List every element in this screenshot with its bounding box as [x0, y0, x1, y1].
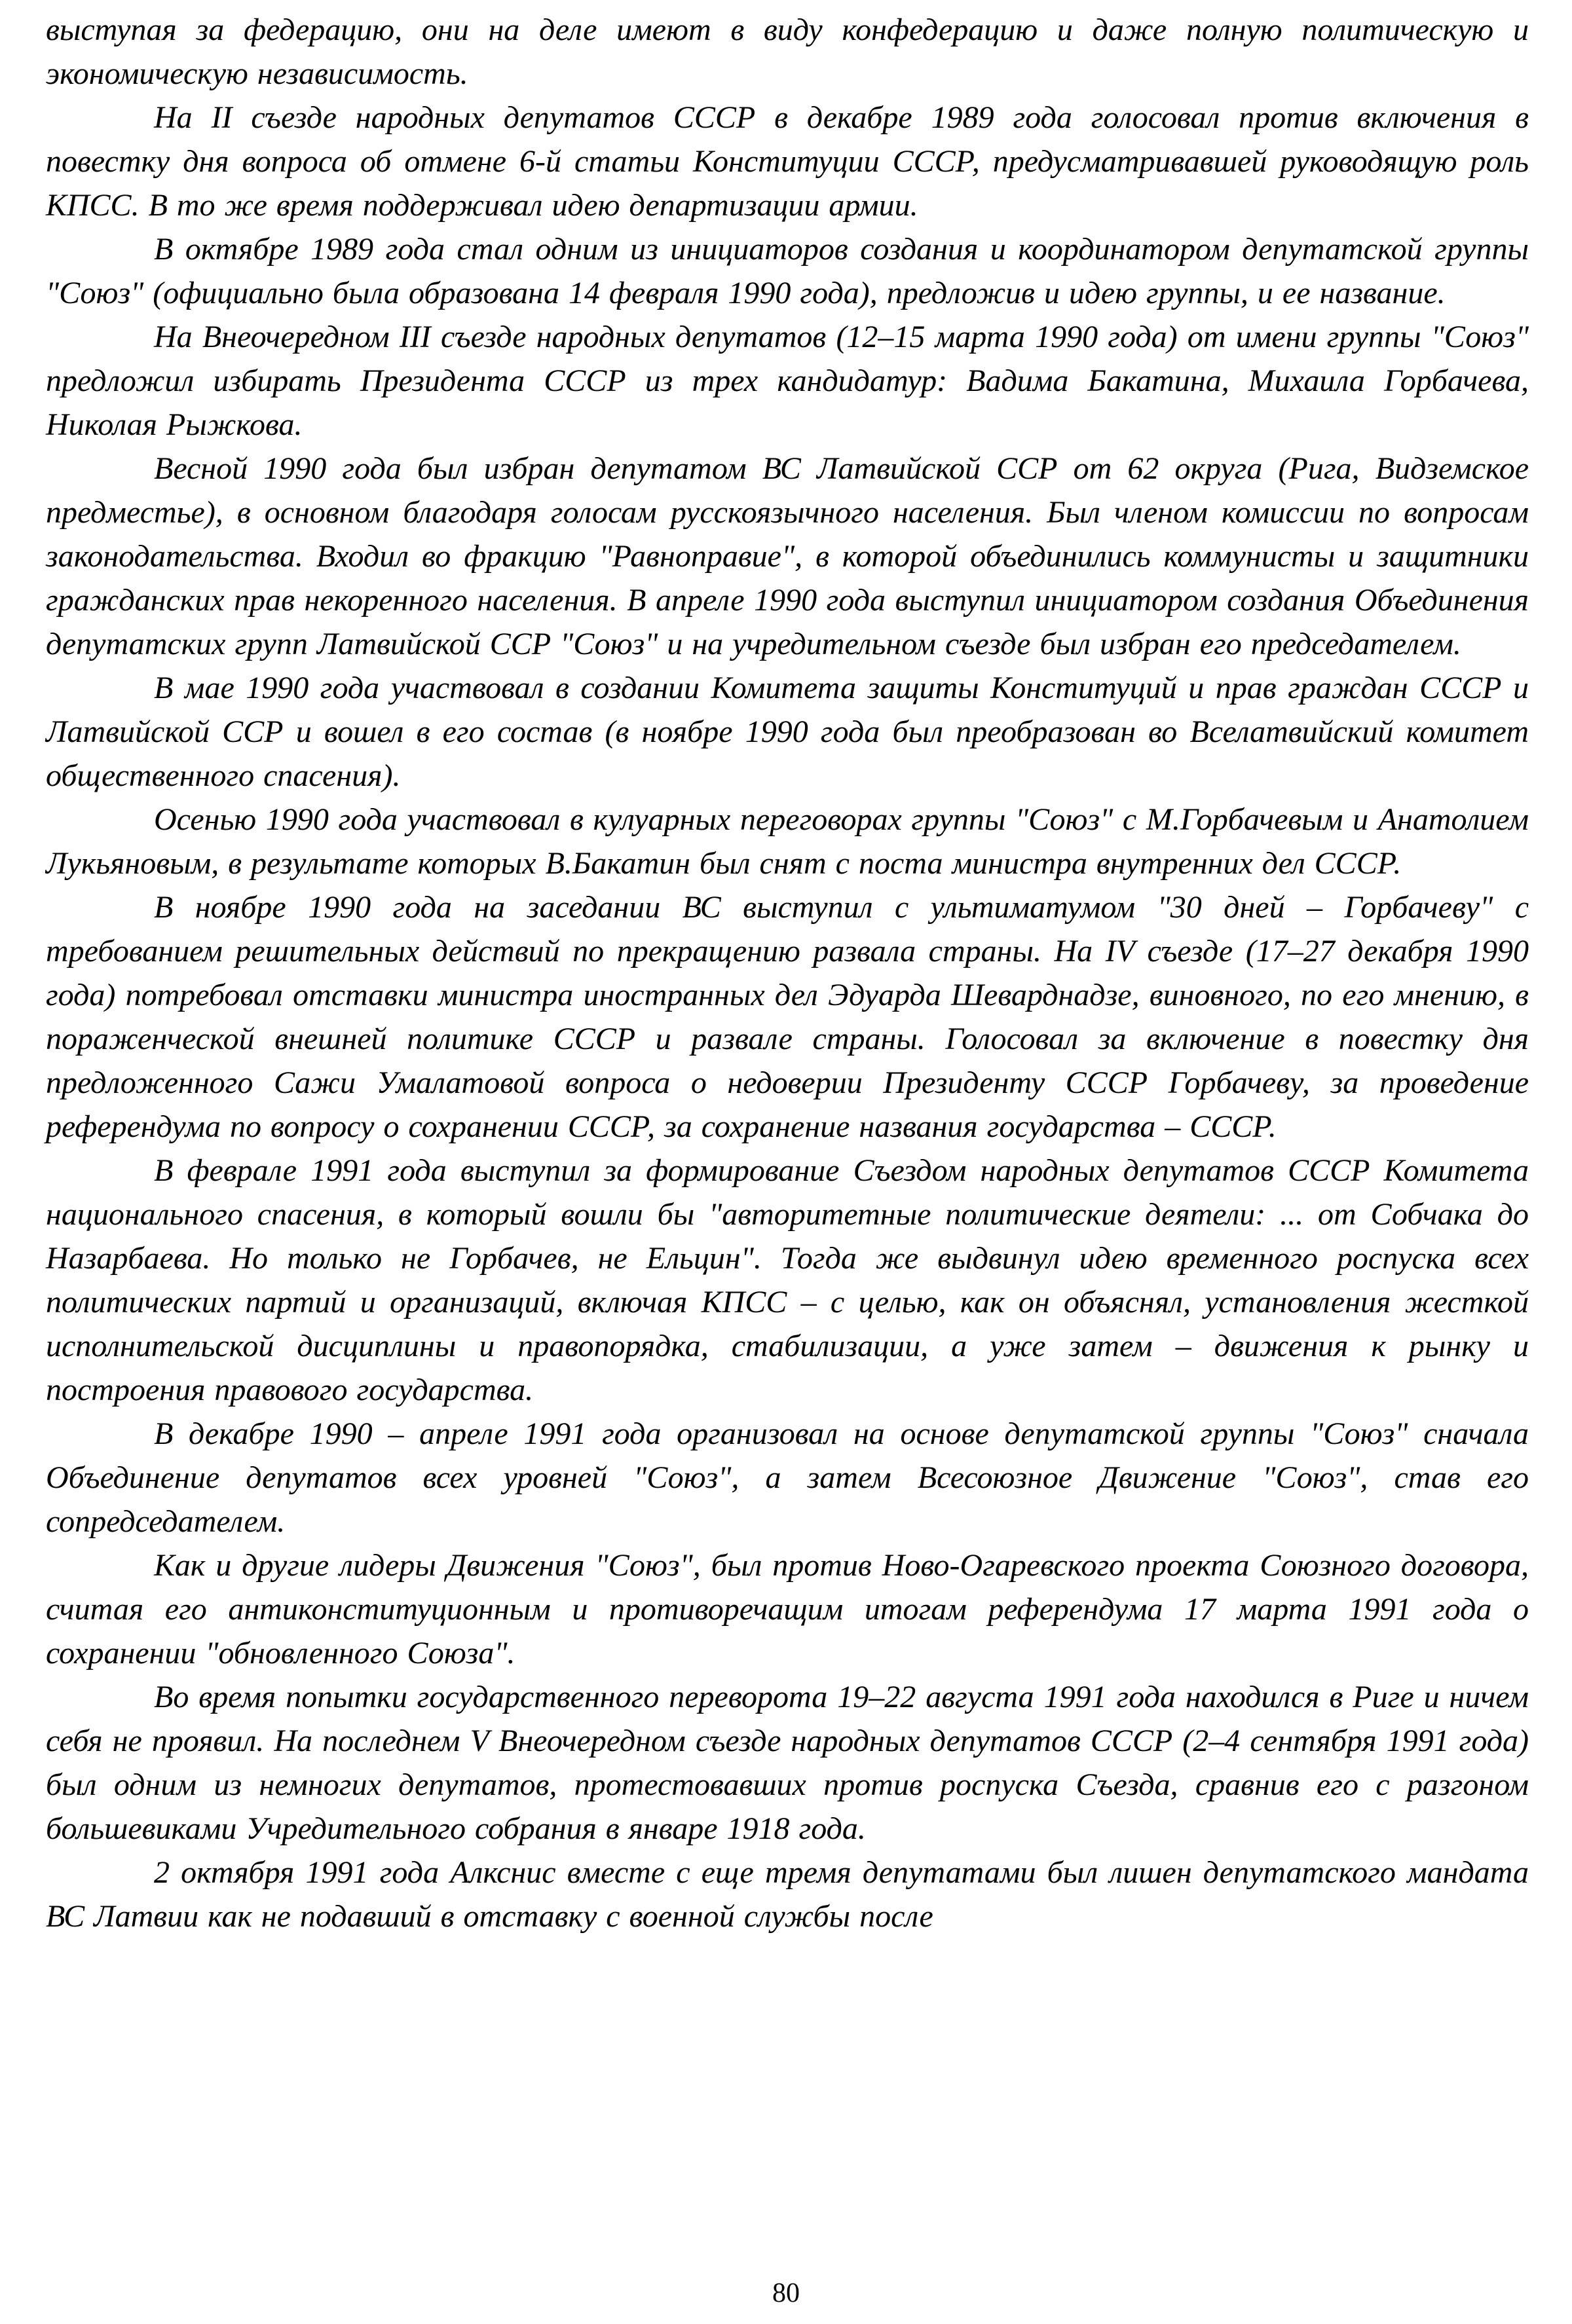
paragraph: На Внеочередном III съезде народных депутатов (12–15 марта 1990 года) от имени группы "Союз" предложил избирать Президента СССР из трех кандидатур: Вадима Бакатина, Михаила Горбачева, Николая Рыжкова.: [46, 320, 1529, 442]
paragraph: В ноябре 1990 года на заседании ВС выступил с ультиматумом "30 дней – Горбачеву" с требованием решительных действий по прекращению развала страны. На IV съезде (17–27 декабря 1990 года) потребовал отставки министра иностранных дел Эдуарда Шеварднадзе, виновного, по его мнению, в пораженческой внешней политике СССР и развале страны. Голосовал за включение в повестку дня предложенного Сажи Умалатовой вопроса о недоверии Президенту СССР Горбачеву, за проведение референдума по вопросу о сохранении СССР, за сохранение названия государства – СССР.: [46, 890, 1529, 1144]
paragraph: Осенью 1990 года участвовал в кулуарных переговорах группы "Союз" с М.Горбачевым и Анатолием Лукьяновым, в результате которых В.Бакатин был снят с поста министра внутренних дел СССР.: [46, 802, 1529, 881]
paragraph: Как и другие лидеры Движения "Союз", был против Ново-Огаревского проекта Союзного договора, считая его антиконституционным и противоречащим итогам референдума 17 марта 1991 года о сохранении "обновленного Союза".: [46, 1548, 1529, 1670]
paragraph: На II съезде народных депутатов СССР в декабре 1989 года голосовал против включения в повестку дня вопроса об отмене 6-й статьи Конституции СССР, предусматривавшей руководящую роль КПСС. В то же время поддерживал идею департизации армии.: [46, 100, 1529, 223]
body-text: [46, 8, 1529, 1938]
paragraph: Во время попытки государственного переворота 19–22 августа 1991 года находился в Риге и ничем себя не проявил. На последнем V Внеочередном съезде народных депутатов СССР (2–4 сентября 1991 года) был одним из немногих депутатов, протестовавших против роспуска Съезда, сравнив его с разгоном большевиками Учредительного собрания в январе 1918 года.: [46, 1680, 1529, 1846]
paragraph: В декабре 1990 – апреле 1991 года организовал на основе депутатской группы "Союз" сначала Объединение депутатов всех уровней "Союз", а затем Всесоюзное Движение "Союз", став его сопредседателем.: [46, 1416, 1529, 1539]
paragraph: 2 октября 1991 года Алкснис вместе с еще тремя депутатами был лишен депутатского мандата ВС Латвии как не подавший в отставку с военной службы после: [46, 1855, 1529, 1934]
paragraph: выступая за федерацию, они на деле имеют в виду конфедерацию и даже полную политическую и экономическую независимость.: [46, 12, 1529, 91]
paragraph: В октябре 1989 года стал одним из инициаторов создания и координатором депутатской группы "Союз" (официально была образована 14 февраля 1990 года), предложив и идею группы, и ее название.: [46, 232, 1529, 310]
paragraph: В феврале 1991 года выступил за формирование Съездом народных депутатов СССР Комитета национального спасения, в который вошли бы "авторитетные политические деятели: ... от Собчака до Назарбаева. Но только не Горбачев, не Ельцин". Тогда же выдвинул идею временного роспуска всех политических партий и организаций, включая КПСС – с целью, как он объяснял, установления жесткой исполнительской дисциплины и правопорядка, стабилизации, а уже затем – движения к рынку и построения правового государства.: [46, 1153, 1529, 1407]
paragraph: В мае 1990 года участвовал в создании Комитета защиты Конституций и прав граждан СССР и Латвийской ССР и вошел в его состав (в ноябре 1990 года был преобразован во Вселатвийский комитет общественного спасения).: [46, 671, 1529, 793]
paragraph: Весной 1990 года был избран депутатом ВС Латвийской ССР от 62 округа (Рига, Видземское предместье), в основном благодаря голосам русскоязычного населения. Был членом комиссии по вопросам законодательства. Входил во фракцию "Равноправие", в которой объединились коммунисты и защитники гражданских прав некоренного населения. В апреле 1990 года выступил инициатором создания Объединения депутатских групп Латвийской ССР "Союз" и на учредительном съезде был избран его председателем.: [46, 451, 1529, 661]
page-number: 80: [772, 2278, 800, 2308]
